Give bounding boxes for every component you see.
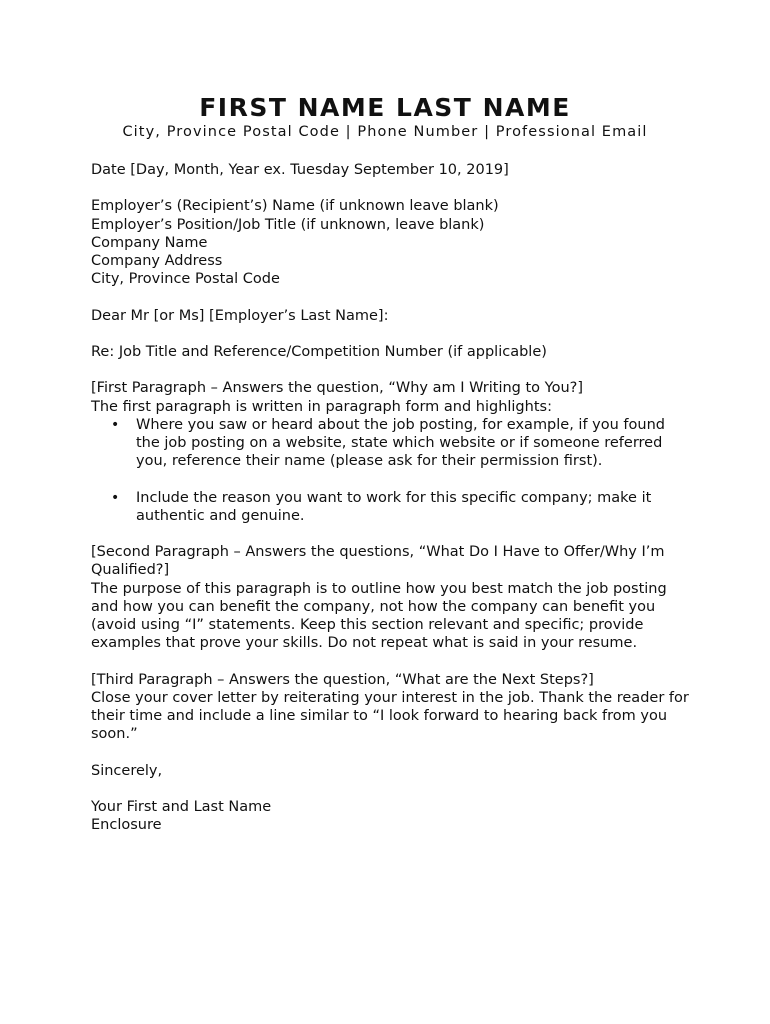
letter-body [91, 161, 691, 834]
recipient-city: City, Province Postal Code [91, 271, 280, 288]
re-line: Re: Job Title and Reference/Competition Number (if applicable) [91, 343, 547, 360]
signature-block [91, 798, 691, 834]
second-paragraph-text: The purpose of this paragraph is to outline how you best match the job posting and how you can benefit the company, not how the company can benefit you (avoid using “I” statements. Keep this section relevant and specific; provide examples that prove your skills. Do not repeat what is said in your resume. [91, 580, 667, 652]
list-item [91, 489, 691, 525]
spacer [91, 361, 691, 379]
recipient-address: Company Address [91, 253, 223, 269]
spacer [91, 525, 691, 543]
bullet-icon: • [111, 416, 120, 433]
applicant-name-heading: FIRST NAME LAST NAME [199, 93, 571, 122]
spacer [91, 470, 691, 488]
bullet-text: Where you saw or heard about the job posting, for example, if you found the job posting on a website, state which website or if someone referred you, reference their name (please ask for their permission first). [136, 416, 665, 470]
first-paragraph-heading: [First Paragraph – Answers the question, “Why am I Writing to You?] [91, 380, 583, 397]
applicant-contact-line: City, Province Postal Code | Phone Number | Professional Email [122, 124, 648, 140]
second-paragraph-heading: [Second Paragraph – Answers the questions, “What Do I Have to Offer/Why I’m Qualified?] [91, 544, 665, 579]
third-paragraph [91, 671, 691, 744]
closing: Sincerely, [91, 762, 163, 779]
list-item [91, 416, 691, 471]
third-paragraph-heading: [Third Paragraph – Answers the question, “What are the Next Steps?] [91, 671, 594, 688]
first-paragraph-intro: The first paragraph is written in paragraph form and highlights: [91, 398, 552, 415]
second-paragraph [91, 543, 691, 652]
recipient-name: Employer’s (Recipient’s) Name (if unknown leave blank) [91, 198, 499, 215]
bullet-text: Include the reason you want to work for this specific company; make it authentic and genuine. [136, 489, 652, 524]
spacer [91, 179, 691, 197]
salutation: Dear Mr [or Ms] [Employer’s Last Name]: [91, 307, 389, 324]
bullet-list [91, 416, 691, 525]
spacer [91, 652, 691, 670]
recipient-position: Employer’s Position/Job Title (if unknown, leave blank) [91, 216, 485, 233]
spacer [91, 780, 691, 798]
recipient-block [91, 197, 691, 288]
spacer [91, 325, 691, 343]
signature-name: Your First and Last Name [91, 798, 272, 815]
spacer [91, 743, 691, 761]
bullet-icon: • [111, 489, 120, 506]
date-line: Date [Day, Month, Year ex. Tuesday September 10, 2019] [91, 162, 509, 178]
third-paragraph-text: Close your cover letter by reiterating your interest in the job. Thank the reader for their time and include a line similar to “I look forward to hearing back from you soon.” [91, 689, 689, 743]
enclosure-note: Enclosure [91, 817, 162, 834]
spacer [91, 288, 691, 306]
first-paragraph [91, 379, 691, 525]
recipient-company: Company Name [91, 234, 208, 251]
